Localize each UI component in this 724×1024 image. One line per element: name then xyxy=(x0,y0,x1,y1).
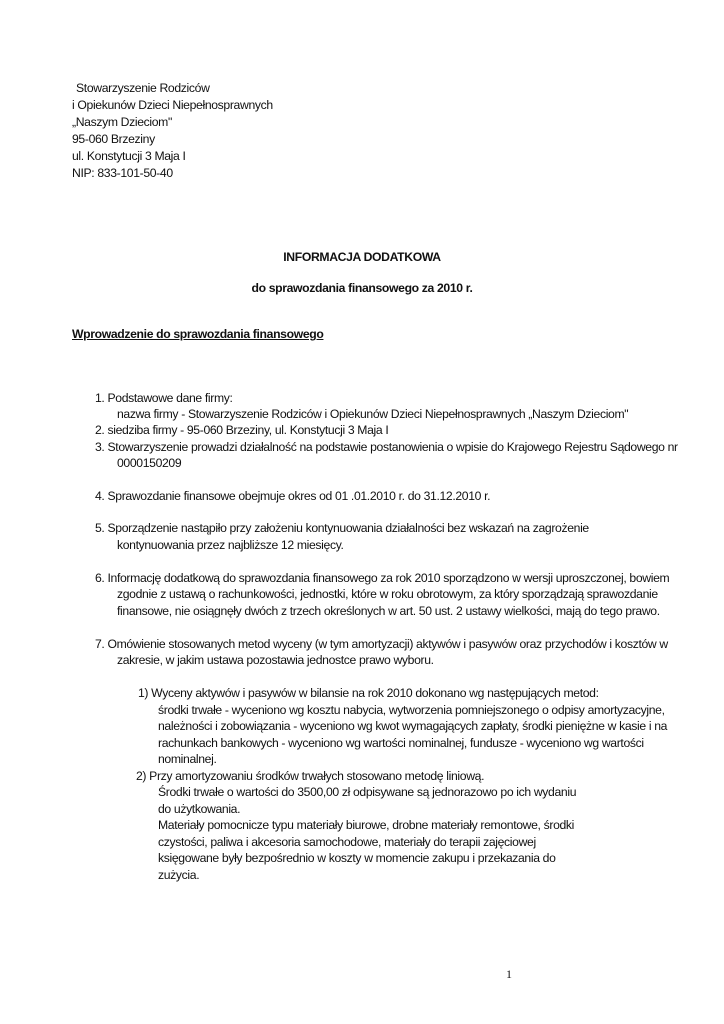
address-line-org: Stowarzyszenie Rodziców xyxy=(76,81,210,95)
sub-list-item: 2) Przy amortyzowaniu środków trwałych stosowano metodę liniową. xyxy=(136,769,485,783)
list-item-continuation: finansowe, nie osiągnęły dwóch z trzech określonych w art. 50 ust. 2 ustawy wielkości, mają do tego prawo. xyxy=(117,604,660,618)
list-item-continuation: zgodnie z ustawą o rachunkowości, jednostki, które w roku obrotowym, za który sporządzają sprawozdanie xyxy=(117,587,658,601)
address-line-org-2: i Opiekunów Dzieci Niepełnosprawnych xyxy=(72,98,273,112)
address-line-postal: 95-060 Brzeziny xyxy=(72,132,155,146)
list-item-continuation: zakresie, w jakim ustawa pozostawia jednostce prawo wyboru. xyxy=(117,653,434,667)
list-item: 2. siedziba firmy - 95-060 Brzeziny, ul. Konstytucji 3 Maja I xyxy=(95,423,389,437)
document-subtitle: do sprawozdania finansowego za 2010 r. xyxy=(251,281,473,295)
document-title: INFORMACJA DODATKOWA xyxy=(283,250,441,264)
sub-list-text: Środki trwałe o wartości do 3500,00 zł odpisywane są jednorazowo po ich wydaniu xyxy=(158,785,577,799)
list-item: 3. Stowarzyszenie prowadzi działalność na podstawie postanowienia o wpisie do Krajowego Rejestru Sądowego nr xyxy=(95,440,678,454)
sub-list-item: 1) Wyceny aktywów i pasywów w bilansie na rok 2010 dokonano wg następujących metod: xyxy=(138,686,599,700)
list-item: 6. Informację dodatkową do sprawozdania finansowego za rok 2010 sporządzono w wersji uproszczonej, bowiem xyxy=(95,571,670,585)
section-heading: Wprowadzenie do sprawozdania finansowego xyxy=(72,327,324,341)
sub-list-text: rachunkach bankowych - wyceniono wg wartości nominalnej, fundusze - wyceniono wg wartości xyxy=(158,736,644,750)
list-item: 7. Omówienie stosowanych metod wyceny (w tym amortyzacji) aktywów i pasywów oraz przychodów i kosztów w xyxy=(95,637,668,651)
sub-list-text: do użytkowania. xyxy=(158,802,241,816)
list-item: 4. Sprawozdanie finansowe obejmuje okres od 01 .01.2010 r. do 31.12.2010 r. xyxy=(95,489,491,503)
sub-list-text: księgowane były bezpośrednio w koszty w momencie zakupu i przekazania do xyxy=(158,851,556,865)
list-item-continuation: kontynuowania przez najbliższe 12 miesięcy. xyxy=(117,538,344,552)
address-line-name: „Naszym Dzieciom" xyxy=(72,115,172,129)
list-item-continuation: 0000150209 xyxy=(117,456,182,470)
list-item-continuation: nazwa firmy - Stowarzyszenie Rodziców i Opiekunów Dzieci Niepełnosprawnych „Naszym Dzieciom" xyxy=(117,407,629,421)
sub-list-text: zużycia. xyxy=(158,868,200,882)
list-item: 5. Sporządzenie nastąpiło przy założeniu kontynuowania działalności bez wskazań na zagrożenie xyxy=(95,521,589,535)
address-line-nip: NIP: 833-101-50-40 xyxy=(72,166,173,180)
sub-list-text: nominalnej. xyxy=(158,752,217,766)
address-line-street: ul. Konstytucji 3 Maja I xyxy=(72,149,186,163)
sub-list-text: należności i zobowiązania - wyceniono wg kwot wymagających zapłaty, środki pieniężne w kasie i na xyxy=(158,719,668,733)
sub-list-text: czystości, paliwa i akcesoria samochodowe, materiały do terapii zajęciowej xyxy=(158,835,536,849)
list-item: 1. Podstawowe dane firmy: xyxy=(95,391,233,405)
sub-list-text: środki trwałe - wyceniono wg kosztu nabycia, wytworzenia pomniejszonego o odpisy amortyzacyjne, xyxy=(158,703,665,717)
page-number: 1 xyxy=(506,967,512,981)
sub-list-text: Materiały pomocnicze typu materiały biurowe, drobne materiały remontowe, środki xyxy=(158,818,575,832)
